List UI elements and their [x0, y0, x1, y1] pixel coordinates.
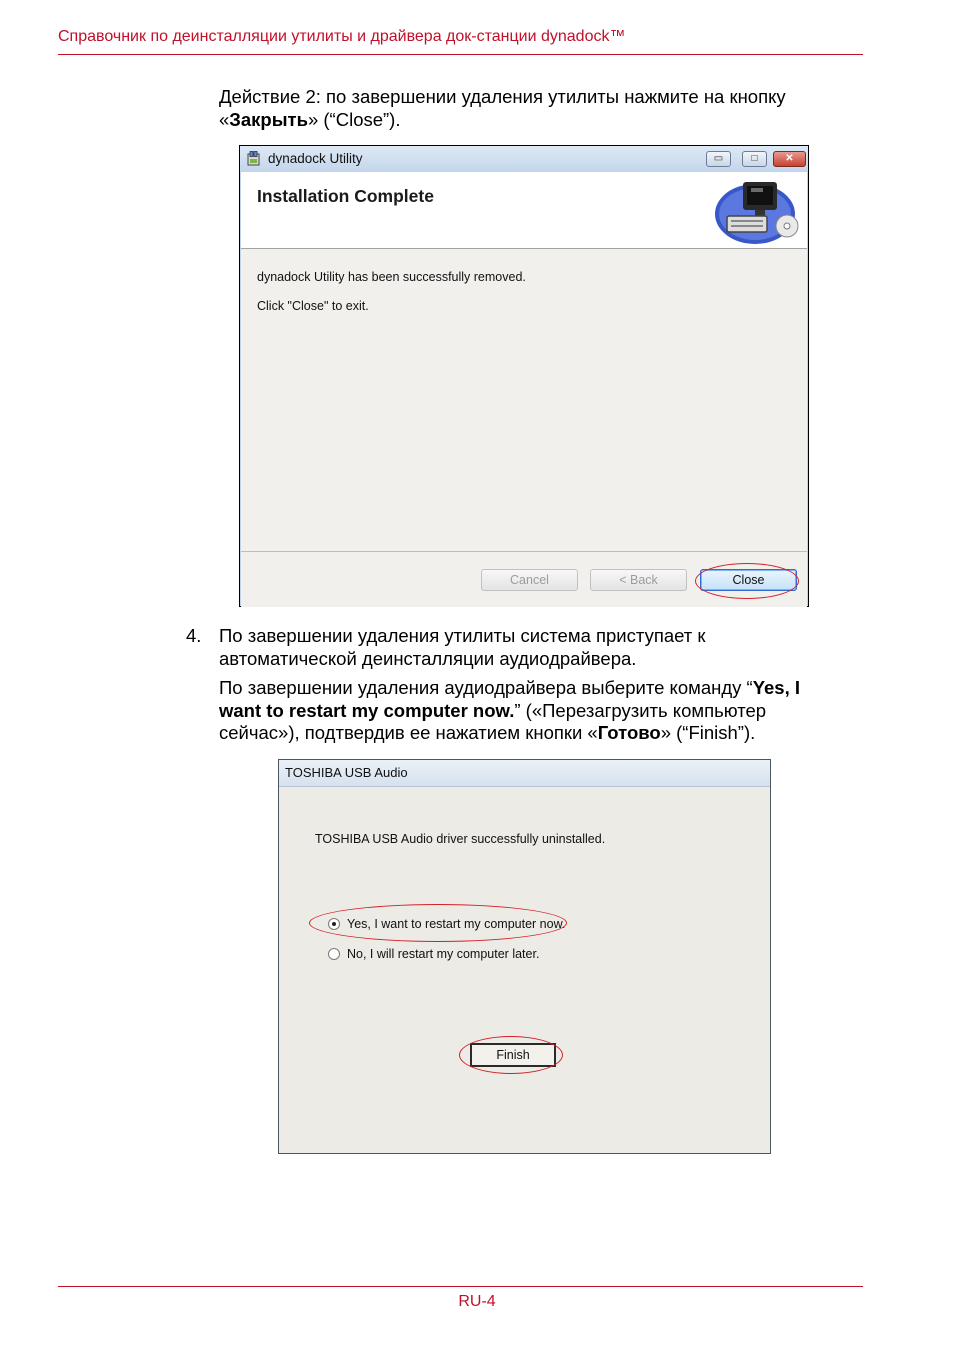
finish-button[interactable]: Finish	[470, 1043, 556, 1067]
page-number: RU-4	[458, 1293, 496, 1310]
finish-word-bold: Готово	[597, 722, 661, 743]
uninstalled-message: TOSHIBA USB Audio driver successfully uninstalled.	[315, 832, 606, 846]
restart-option-bold-2: want to restart my computer now.	[219, 699, 515, 721]
step4-line2: автоматической деинсталляции аудиодрайвера.	[219, 647, 637, 669]
dynadock-utility-dialog	[239, 145, 809, 607]
restart-text-f: » (“Finish”).	[660, 722, 756, 743]
step2-rest: » (“Close”).	[307, 108, 401, 130]
dialog2-title: TOSHIBA USB Audio	[285, 765, 408, 780]
restart-text-a: По завершении удаления аудиодрайвера выберите команду “	[219, 677, 753, 698]
maximize-button[interactable]: □	[742, 151, 767, 167]
step4-number: 4.	[186, 625, 202, 646]
step4-restart-instruction	[219, 677, 869, 745]
cancel-button[interactable]: Cancel	[481, 569, 578, 591]
back-button[interactable]: < Back	[590, 569, 687, 591]
dialog-title: dynadock Utility	[268, 151, 363, 166]
footer-rule	[58, 1286, 863, 1287]
toshiba-usb-audio-dialog	[278, 759, 771, 1154]
step4-line1: По завершении удаления утилиты система приступает к	[219, 625, 706, 646]
page-header-title: Справочник по деинсталляции утилиты и драйвера док-станции dynadock™	[58, 28, 626, 45]
dialog-button-bar	[241, 551, 807, 607]
close-button[interactable]: Close	[700, 569, 797, 591]
click-close-message: Click "Close" to exit.	[257, 299, 369, 313]
dialog2-titlebar[interactable]	[279, 760, 770, 787]
step2-instruction	[219, 86, 859, 131]
restart-now-label: Yes, I want to restart my computer now.	[347, 917, 566, 931]
step4-text	[219, 625, 869, 670]
restart-option-bold-1: Yes, I	[752, 677, 801, 698]
restart-later-label: No, I will restart my computer later.	[347, 947, 540, 961]
dialog-body	[241, 249, 807, 551]
radio-selected-icon[interactable]	[328, 918, 340, 930]
step2-bold-close: Закрыть	[229, 108, 308, 130]
dialog-banner	[241, 172, 807, 249]
removed-message: dynadock Utility has been successfully removed.	[257, 270, 526, 284]
restart-text-d: сейчас»), подтвердив ее нажатием кнопки «	[219, 722, 598, 743]
computer-setup-icon	[711, 176, 803, 246]
close-window-button[interactable]: ✕	[773, 151, 806, 167]
dialog-titlebar[interactable]	[240, 146, 808, 172]
header-rule	[58, 54, 863, 55]
installation-complete-heading: Installation Complete	[257, 186, 434, 206]
installer-app-icon	[247, 151, 261, 166]
radio-unselected-icon[interactable]	[328, 948, 340, 960]
restart-text-c: ” («Перезагрузить компьютер	[514, 699, 767, 721]
step2-open-quote: «	[219, 108, 230, 130]
step2-line1: Действие 2: по завершении удаления утилиты нажмите на кнопку	[219, 86, 786, 107]
minimize-button[interactable]: ▭	[706, 151, 731, 167]
